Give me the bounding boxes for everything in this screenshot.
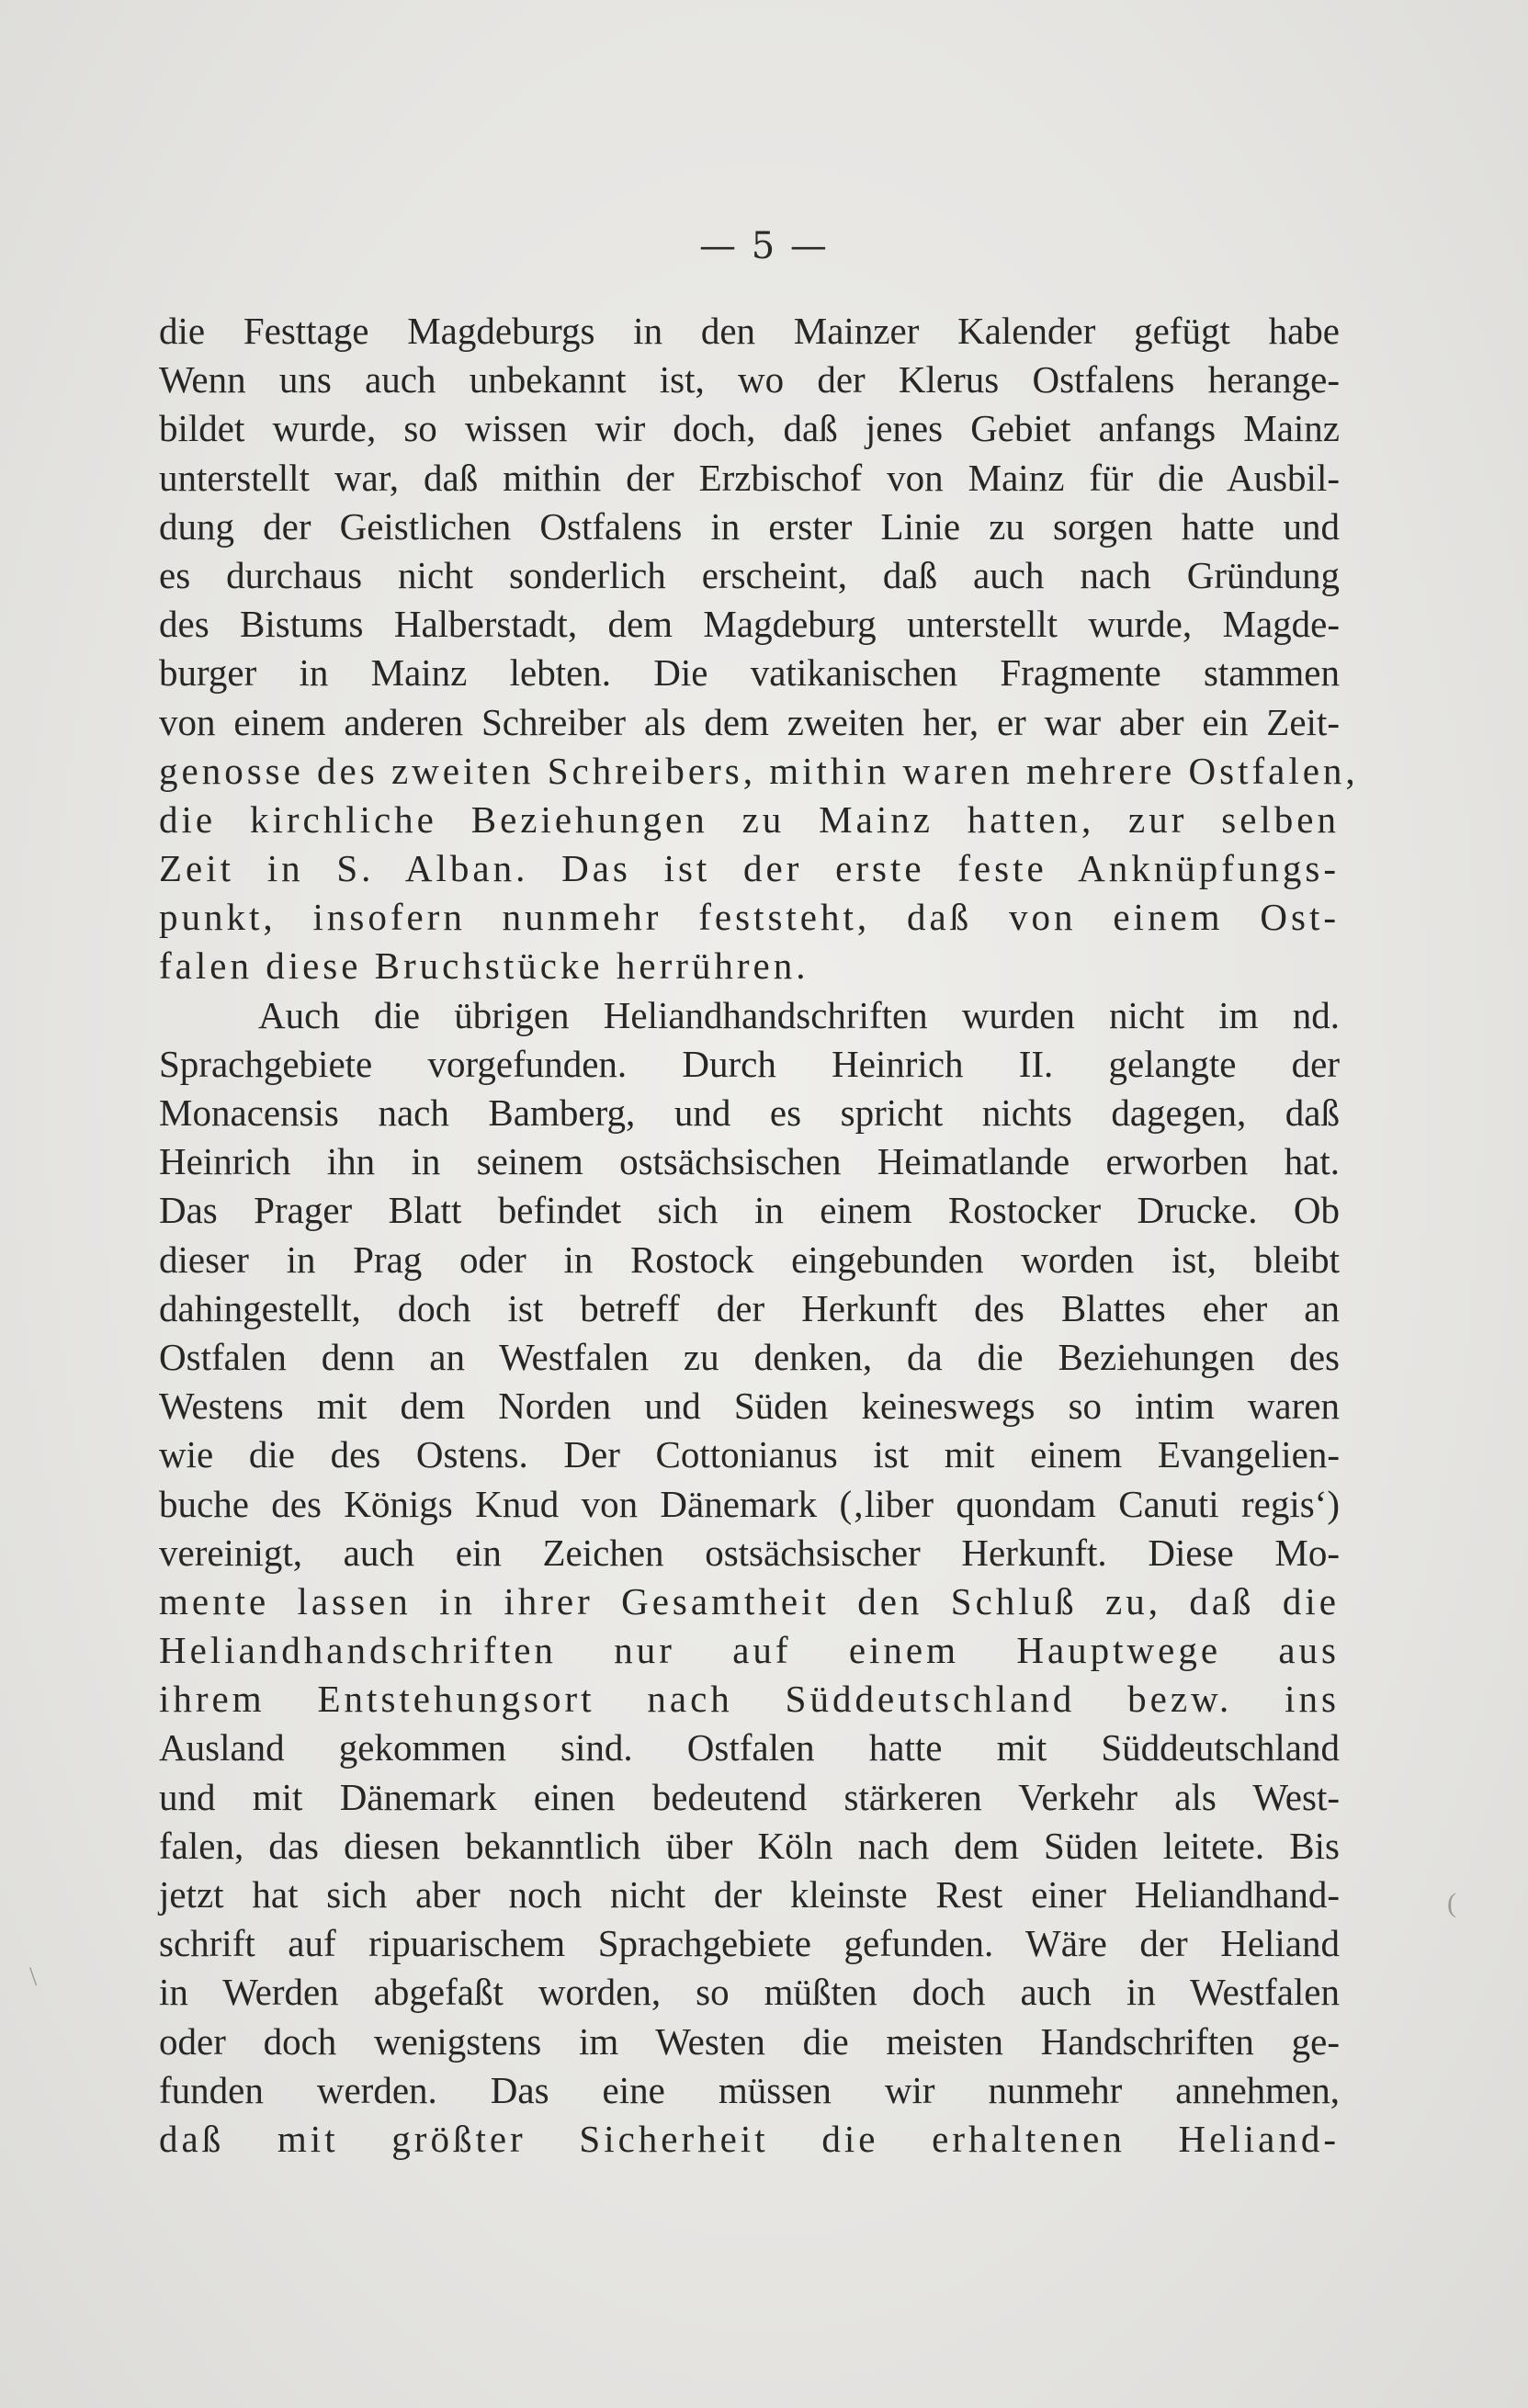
text-line: und mit Dänemark einen bedeutend stärkeren Verkehr als West- xyxy=(159,1775,1340,1818)
text-line: in Werden abgefaßt worden, so müßten doch auch in Westfalen xyxy=(159,1971,1340,2014)
text-line: unterstellt war, daß mithin der Erzbischof von Mainz für die Ausbil- xyxy=(159,456,1340,499)
text-line: jetzt hat sich aber noch nicht der kleinste Rest einer Heliandhand- xyxy=(159,1873,1340,1916)
text-line: die Festtage Magdeburgs in den Mainzer Kalender gefügt habe xyxy=(159,310,1340,352)
text-line: es durchaus nicht sonderlich erscheint, daß auch nach Gründung xyxy=(159,553,1340,596)
margin-mark: ( xyxy=(1447,1888,1456,1918)
text-line: funden werden. Das eine müssen wir nunmehr annehmen, xyxy=(159,2068,1340,2111)
text-line: Heliandhandschriften nur auf einem Hauptwege aus xyxy=(159,1629,1340,1672)
text-line: Westens mit dem Norden und Süden keineswegs so intim waren xyxy=(159,1385,1340,1428)
text-line: buche des Königs Knud von Dänemark (‚liber quondam Canuti regis‘) xyxy=(159,1482,1340,1525)
text-line: ihrem Entstehungsort nach Süddeutschland bezw. ins xyxy=(159,1678,1340,1721)
text-line: Das Prager Blatt befindet sich in einem Rostocker Drucke. Ob xyxy=(159,1189,1340,1232)
text-line: schrift auf ripuarischem Sprachgebiete gefunden. Wäre der Heliand xyxy=(159,1922,1340,1965)
text-line: burger in Mainz lebten. Die vatikanischen Fragmente stammen xyxy=(159,651,1340,695)
text-line: bildet wurde, so wissen wir doch, daß jenes Gebiet anfangs Mainz xyxy=(159,407,1340,450)
text-line: dahingestellt, doch ist betreff der Herkunft des Blattes eher an xyxy=(159,1286,1340,1329)
text-line: Ausland gekommen sind. Ostfalen hatte mit Süddeutschland xyxy=(159,1726,1340,1769)
text-line: wie die des Ostens. Der Cottonianus ist mit einem Evangelien- xyxy=(159,1433,1340,1476)
text-line: oder doch wenigstens im Westen die meisten Handschriften ge- xyxy=(159,2019,1340,2063)
text-line: Zeit in S. Alban. Das ist der erste feste Anknüpfungs- xyxy=(159,847,1340,890)
text-line: Heinrich ihn in seinem ostsächsischen Heimatlande erworben hat. xyxy=(159,1140,1340,1183)
text-line: Monacensis nach Bamberg, und es spricht nichts dagegen, daß xyxy=(159,1091,1340,1134)
text-line: Wenn uns auch unbekannt ist, wo der Klerus Ostfalens herange- xyxy=(159,358,1340,401)
text-line: genosse des zweiten Schreibers, mithin waren mehrere Ostfalen, xyxy=(159,749,1359,792)
text-line: Ostfalen denn an Westfalen zu denken, da die Beziehungen des xyxy=(159,1335,1340,1378)
text-line: des Bistums Halberstadt, dem Magdeburg unterstellt wurde, Magde- xyxy=(159,603,1340,646)
text-line: dung der Geistlichen Ostfalens in erster Linie zu sorgen hatte und xyxy=(159,504,1340,548)
text-line: daß mit größter Sicherheit die erhaltenen Heliand- xyxy=(159,2117,1340,2160)
text-line: von einem anderen Schreiber als dem zweiten her, er war aber ein Zeit- xyxy=(159,700,1340,743)
text-line: punkt, insofern nunmehr feststeht, daß von einem Ost- xyxy=(159,896,1340,939)
page-number: — 5 — xyxy=(699,225,829,267)
text-line: vereinigt, auch ein Zeichen ostsächsischer Herkunft. Diese Mo- xyxy=(159,1531,1340,1574)
body-text xyxy=(159,307,1359,2164)
text-line: mente lassen in ihrer Gesamtheit den Schluß zu, daß die xyxy=(159,1579,1340,1622)
text-line: Auch die übrigen Heliandhandschriften wurden nicht im nd. xyxy=(258,993,1340,1036)
text-line: Sprachgebiete vorgefunden. Durch Heinrich II. gelangte der xyxy=(159,1042,1340,1085)
text-line: dieser in Prag oder in Rostock eingebunden worden ist, bleibt xyxy=(159,1238,1340,1281)
text-line: falen, das diesen bekanntlich über Köln nach dem Süden leitete. Bis xyxy=(159,1824,1340,1867)
text-line: die kirchliche Beziehungen zu Mainz hatten, zur selben xyxy=(159,797,1340,841)
text-line: falen diese Bruchstücke herrühren. xyxy=(159,944,809,988)
margin-mark: \ xyxy=(29,1961,38,1992)
